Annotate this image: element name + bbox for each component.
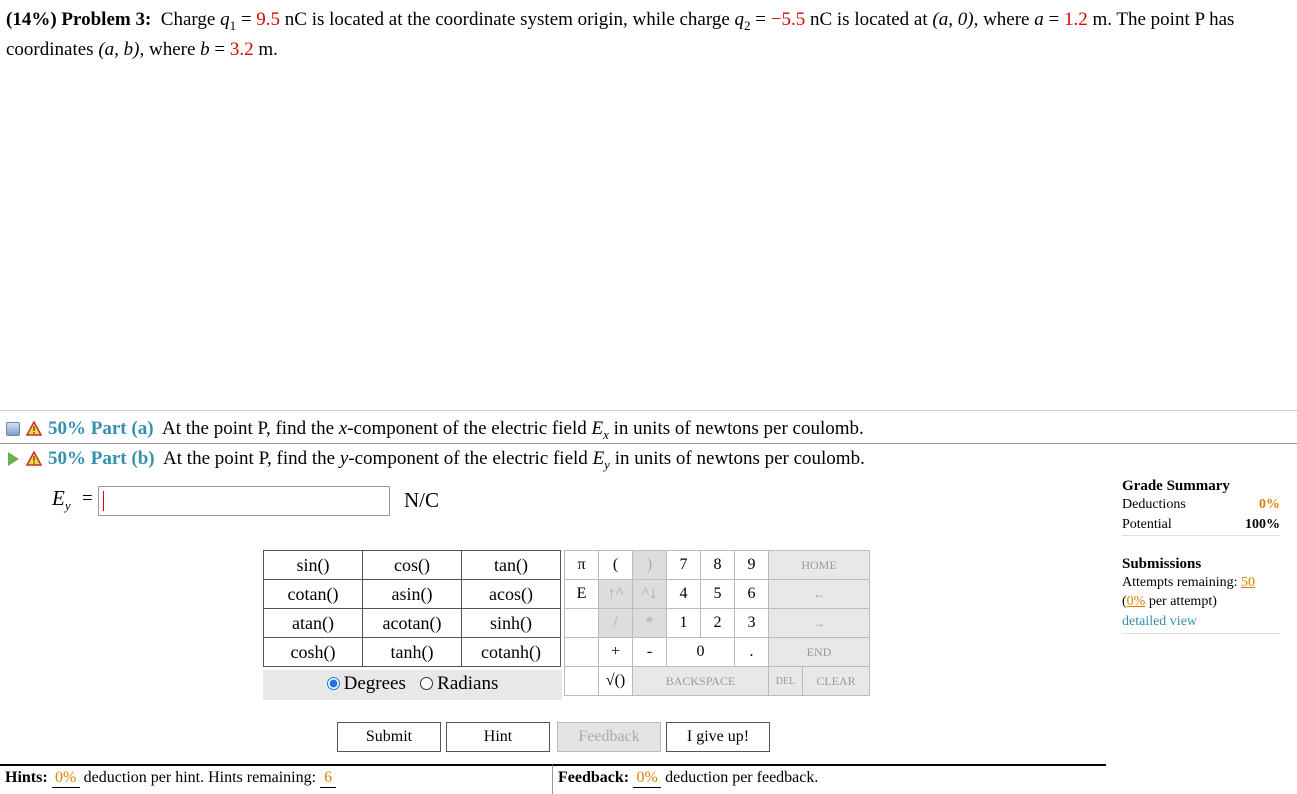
warning-icon bbox=[26, 451, 42, 466]
sub: x bbox=[603, 426, 609, 442]
text: , where bbox=[973, 9, 1030, 30]
key-sinh[interactable]: sinh() bbox=[462, 609, 561, 638]
coord: (a, 0) bbox=[932, 9, 974, 30]
key-pi[interactable]: π bbox=[565, 551, 599, 580]
expand-icon[interactable] bbox=[8, 452, 19, 466]
equals: = bbox=[755, 9, 766, 30]
text: At the point P, find the bbox=[163, 448, 336, 469]
feedback-bar bbox=[553, 764, 1106, 794]
key-tanh[interactable]: tanh() bbox=[363, 638, 462, 667]
attempts-remaining: 50 bbox=[1240, 575, 1255, 590]
key-cosh[interactable]: cosh() bbox=[264, 638, 363, 667]
divider bbox=[0, 443, 1297, 444]
field: E bbox=[591, 418, 604, 439]
radians-label[interactable]: Radians bbox=[437, 673, 499, 694]
key-clear[interactable]: CLEAR bbox=[803, 667, 870, 696]
key-tan[interactable]: tan() bbox=[462, 551, 561, 580]
text: m. bbox=[258, 38, 278, 60]
unit: m bbox=[1092, 9, 1108, 30]
key-0[interactable]: 0 bbox=[667, 638, 735, 667]
var-q: q bbox=[734, 9, 745, 30]
key-1[interactable]: 1 bbox=[667, 609, 701, 638]
degrees-radio[interactable] bbox=[327, 677, 340, 690]
key-blank bbox=[565, 638, 599, 667]
var: x bbox=[338, 418, 348, 439]
key-e[interactable]: E bbox=[565, 580, 599, 609]
text: is located at bbox=[836, 9, 928, 30]
divider bbox=[0, 410, 1297, 411]
potential-label: Potential bbox=[1122, 517, 1172, 532]
deductions-value: 0% bbox=[1259, 497, 1280, 512]
part-a-row[interactable] bbox=[6, 417, 864, 441]
text: ( bbox=[1122, 594, 1127, 609]
detailed-view-link[interactable]: detailed view bbox=[1122, 611, 1280, 634]
hints-remaining: 6 bbox=[320, 769, 336, 788]
a-value: 1.2 bbox=[1063, 9, 1088, 30]
grade-summary-title: Grade Summary bbox=[1122, 478, 1230, 494]
text: deduction per feedback. bbox=[665, 769, 819, 786]
radians-radio[interactable] bbox=[420, 677, 433, 690]
key-cotanh[interactable]: cotanh() bbox=[462, 638, 561, 667]
key-minus[interactable]: - bbox=[633, 638, 667, 667]
angle-mode bbox=[263, 670, 562, 700]
key-sqrt[interactable]: √() bbox=[599, 667, 633, 696]
coord: (a, b) bbox=[98, 38, 140, 60]
text: in units of newtons per coulomb. bbox=[614, 448, 865, 469]
submissions-title: Submissions bbox=[1122, 556, 1202, 572]
text: deduction per hint. Hints remaining: bbox=[83, 769, 317, 786]
answer-input[interactable] bbox=[98, 486, 390, 516]
text: -component of the electric field bbox=[347, 418, 587, 439]
field: E bbox=[52, 486, 65, 510]
hints-deduction: 0% bbox=[52, 769, 80, 788]
var-b: b bbox=[200, 38, 210, 60]
key-rparen[interactable]: ) bbox=[633, 551, 667, 580]
key-4[interactable]: 4 bbox=[667, 580, 701, 609]
key-end[interactable]: END bbox=[769, 638, 870, 667]
key-acos[interactable]: acos() bbox=[462, 580, 561, 609]
key-cos[interactable]: cos() bbox=[363, 551, 462, 580]
equals: = bbox=[82, 488, 93, 509]
warning-icon bbox=[26, 421, 42, 436]
key-div[interactable]: / bbox=[599, 609, 633, 638]
key-left-arrow[interactable]: ← bbox=[769, 580, 870, 609]
part-b-weight[interactable]: 50% Part (b) bbox=[48, 448, 155, 469]
give-up-button[interactable]: I give up! bbox=[666, 722, 770, 752]
unit: nC bbox=[809, 9, 833, 30]
key-del[interactable]: DEL bbox=[769, 667, 803, 696]
problem-title: Problem 3: bbox=[61, 9, 152, 30]
key-8[interactable]: 8 bbox=[701, 551, 735, 580]
q1-value: 9.5 bbox=[256, 9, 281, 30]
part-b-row[interactable] bbox=[6, 447, 865, 471]
sub: y bbox=[604, 456, 610, 472]
b-value: 3.2 bbox=[229, 38, 254, 60]
q2-value: −5.5 bbox=[770, 9, 806, 30]
key-cotan[interactable]: cotan() bbox=[264, 580, 363, 609]
key-home[interactable]: HOME bbox=[769, 551, 870, 580]
unit: nC bbox=[284, 9, 307, 30]
field: E bbox=[592, 448, 605, 469]
var: y bbox=[339, 448, 349, 469]
var-a: a bbox=[1034, 9, 1044, 30]
key-9[interactable]: 9 bbox=[735, 551, 769, 580]
equals: = bbox=[240, 9, 252, 30]
feedback-button[interactable]: Feedback bbox=[557, 722, 661, 752]
key-7[interactable]: 7 bbox=[667, 551, 701, 580]
deductions-label: Deductions bbox=[1122, 497, 1186, 512]
key-dot[interactable]: . bbox=[735, 638, 769, 667]
key-2[interactable]: 2 bbox=[701, 609, 735, 638]
hint-button[interactable]: Hint bbox=[446, 722, 550, 752]
key-5[interactable]: 5 bbox=[701, 580, 735, 609]
key-right-arrow[interactable]: → bbox=[769, 609, 870, 638]
key-atan[interactable]: atan() bbox=[264, 609, 363, 638]
sub: 2 bbox=[744, 17, 751, 33]
potential-value: 100% bbox=[1245, 517, 1280, 532]
key-backspace[interactable]: BACKSPACE bbox=[633, 667, 769, 696]
hints-bar bbox=[0, 764, 553, 794]
key-blank bbox=[565, 609, 599, 638]
degrees-label[interactable]: Degrees bbox=[343, 673, 406, 694]
key-6[interactable]: 6 bbox=[735, 580, 769, 609]
equals: = bbox=[214, 38, 226, 60]
grade-summary bbox=[1122, 478, 1280, 634]
answer-unit: N/C bbox=[404, 488, 440, 512]
text: . The point P has coordinates bbox=[6, 9, 1235, 60]
collapse-icon[interactable] bbox=[6, 422, 20, 436]
answer-label bbox=[52, 486, 71, 514]
text: per attempt) bbox=[1148, 594, 1217, 609]
feedback-label: Feedback: bbox=[558, 769, 630, 786]
key-3[interactable]: 3 bbox=[735, 609, 769, 638]
numeric-keypad bbox=[564, 550, 870, 696]
text: , where bbox=[139, 38, 196, 60]
problem-weight: (14%) bbox=[6, 9, 57, 30]
key-blank bbox=[565, 667, 599, 696]
key-mul[interactable]: * bbox=[633, 609, 667, 638]
per-attempt-deduction: 0% bbox=[1126, 594, 1146, 609]
attempts-label: Attempts remaining: bbox=[1122, 575, 1238, 590]
text: At the point P, find the bbox=[161, 418, 335, 439]
key-up[interactable]: ↑^ bbox=[599, 580, 633, 609]
text-cursor bbox=[103, 491, 104, 511]
submit-button[interactable]: Submit bbox=[337, 722, 441, 752]
sub: 1 bbox=[229, 17, 237, 33]
equals: = bbox=[1048, 9, 1060, 30]
feedback-deduction: 0% bbox=[633, 769, 661, 788]
text: is located at the coordinate system origin, while charge bbox=[311, 9, 730, 30]
key-asin[interactable]: asin() bbox=[363, 580, 462, 609]
part-a-weight[interactable]: 50% Part (a) bbox=[48, 418, 154, 439]
key-lparen[interactable]: ( bbox=[599, 551, 633, 580]
key-down[interactable]: ^↓ bbox=[633, 580, 667, 609]
key-plus[interactable]: + bbox=[599, 638, 633, 667]
problem-statement bbox=[6, 8, 1291, 62]
sub: y bbox=[64, 498, 71, 514]
text: -component of the electric field bbox=[348, 448, 588, 469]
var-q: q bbox=[220, 9, 230, 30]
key-acotan[interactable]: acotan() bbox=[363, 609, 462, 638]
key-sin[interactable]: sin() bbox=[264, 551, 363, 580]
text: Charge bbox=[160, 9, 216, 30]
function-keypad bbox=[263, 550, 561, 667]
text: in units of newtons per coulomb. bbox=[613, 418, 864, 439]
hints-label: Hints: bbox=[5, 769, 48, 786]
